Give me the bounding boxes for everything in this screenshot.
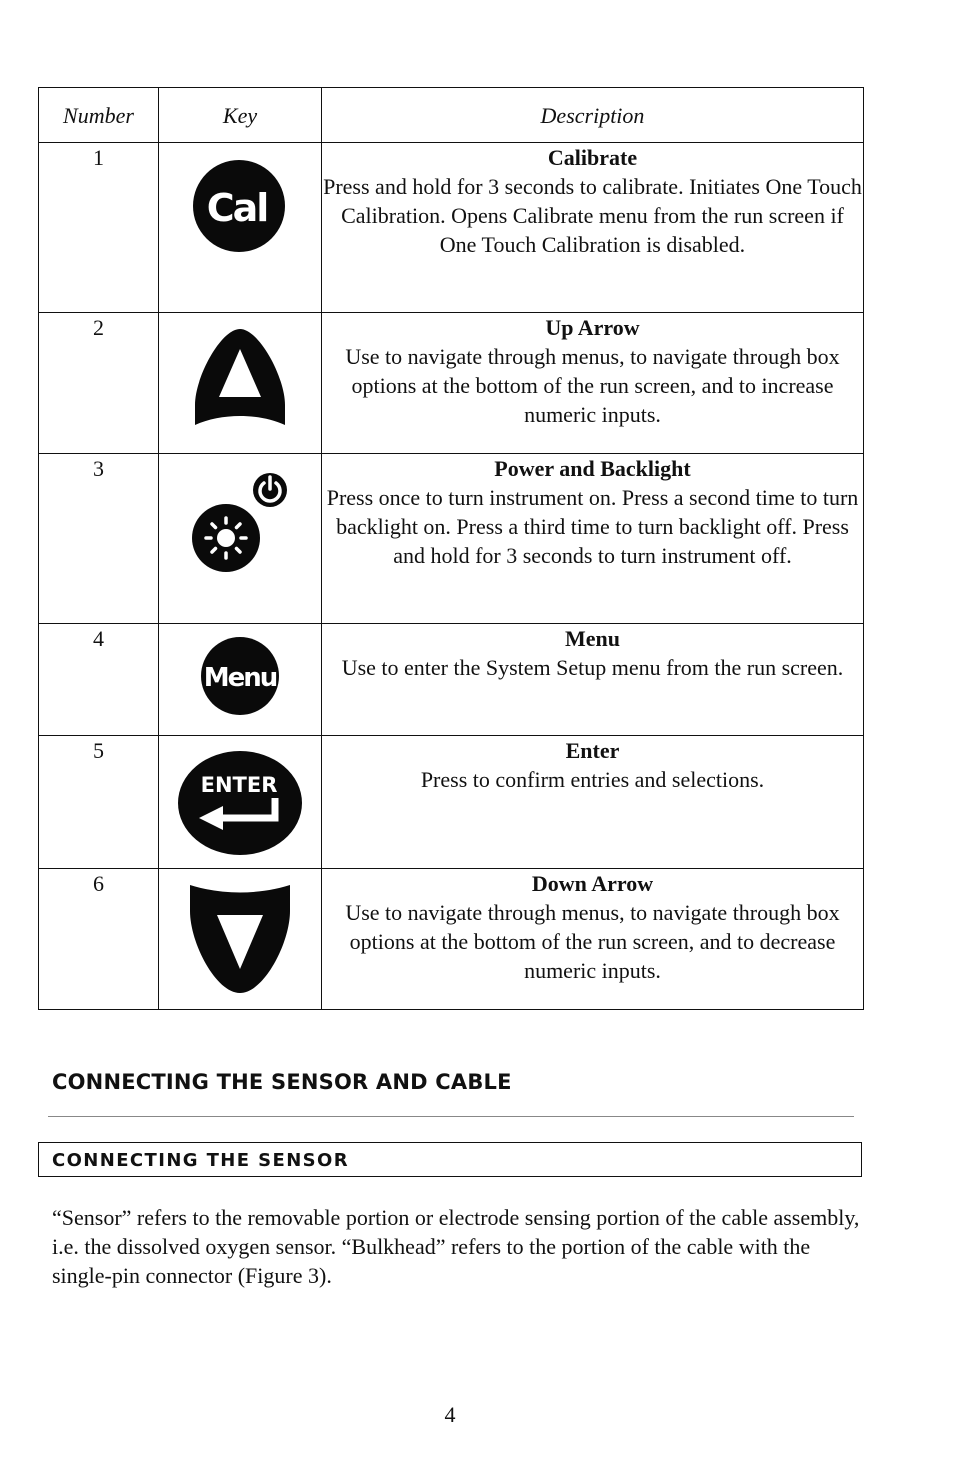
key-cell [159, 454, 322, 624]
key-title: Enter [565, 738, 620, 763]
row-number: 4 [39, 624, 159, 736]
table-row [39, 736, 864, 869]
key-title: Power and Backlight [494, 456, 691, 481]
table-row [39, 454, 864, 624]
table-header-row [39, 88, 864, 143]
key-description: Press and hold for 3 seconds to calibrate. Initiates One Touch Calibration. Opens Calibrate menu from the run screen if One Touch Calibration is disabled. [323, 174, 862, 257]
header-description: Description [322, 88, 864, 143]
enter-key-icon [177, 750, 303, 856]
description-cell [322, 624, 864, 736]
key-title: Menu [565, 626, 620, 651]
menu-key-icon [200, 636, 280, 716]
description-cell [322, 313, 864, 454]
key-cell [159, 869, 322, 1010]
down-arrow-key-icon [186, 881, 294, 995]
page-number: 4 [444, 1402, 456, 1427]
key-title: Calibrate [547, 145, 638, 170]
key-description: Press to confirm entries and selections. [420, 767, 765, 792]
description-cell [322, 454, 864, 624]
key-description-table [38, 87, 864, 1010]
key-cell [159, 624, 322, 736]
row-number: 5 [39, 736, 159, 869]
enter-key-label: ENTER [200, 773, 278, 797]
table-row [39, 869, 864, 1010]
menu-key-label: Menu [203, 663, 277, 693]
key-description: Use to enter the System Setup menu from the run screen. [341, 655, 844, 680]
cal-key-label: Cal [206, 186, 268, 230]
row-number: 2 [39, 313, 159, 454]
key-cell [159, 736, 322, 869]
row-number: 1 [39, 143, 159, 313]
subsection-heading-box [38, 1142, 862, 1177]
row-number: 3 [39, 454, 159, 624]
section-heading: CONNECTING THE SENSOR AND CABLE [52, 1070, 512, 1094]
key-cell [159, 143, 322, 313]
key-title: Down Arrow [531, 871, 654, 896]
table-row [39, 143, 864, 313]
key-description: Use to navigate through menus, to navigate through box options at the bottom of the run screen, and to increase numeric inputs. [345, 344, 840, 427]
body-paragraph: “Sensor” refers to the removable portion or electrode sensing portion of the cable assembly, i.e. the dissolved oxygen sensor. “Bulkhead” refers to the portion of the cable with the single-pin connector (Figure 3). [52, 1205, 860, 1288]
table-row [39, 313, 864, 454]
description-cell [322, 736, 864, 869]
description-cell [322, 869, 864, 1010]
key-cell [159, 313, 322, 454]
up-arrow-key-icon [191, 327, 289, 429]
key-title: Up Arrow [545, 315, 640, 340]
cal-key-icon [192, 159, 288, 253]
section-divider [48, 1116, 854, 1117]
description-cell [322, 143, 864, 313]
header-number: Number [39, 88, 159, 143]
row-number: 6 [39, 869, 159, 1010]
subsection-heading: CONNECTING THE SENSOR [52, 1150, 349, 1171]
power-backlight-key-icon [190, 468, 290, 576]
key-description: Use to navigate through menus, to navigate through box options at the bottom of the run screen, and to decrease numeric inputs. [345, 900, 840, 983]
key-description: Press once to turn instrument on. Press a second time to turn backlight on. Press a third time to turn backlight off. Press and hold for 3 seconds to turn instrument off. [326, 485, 859, 568]
power-icon [253, 473, 287, 507]
table-row [39, 624, 864, 736]
header-key: Key [159, 88, 322, 143]
